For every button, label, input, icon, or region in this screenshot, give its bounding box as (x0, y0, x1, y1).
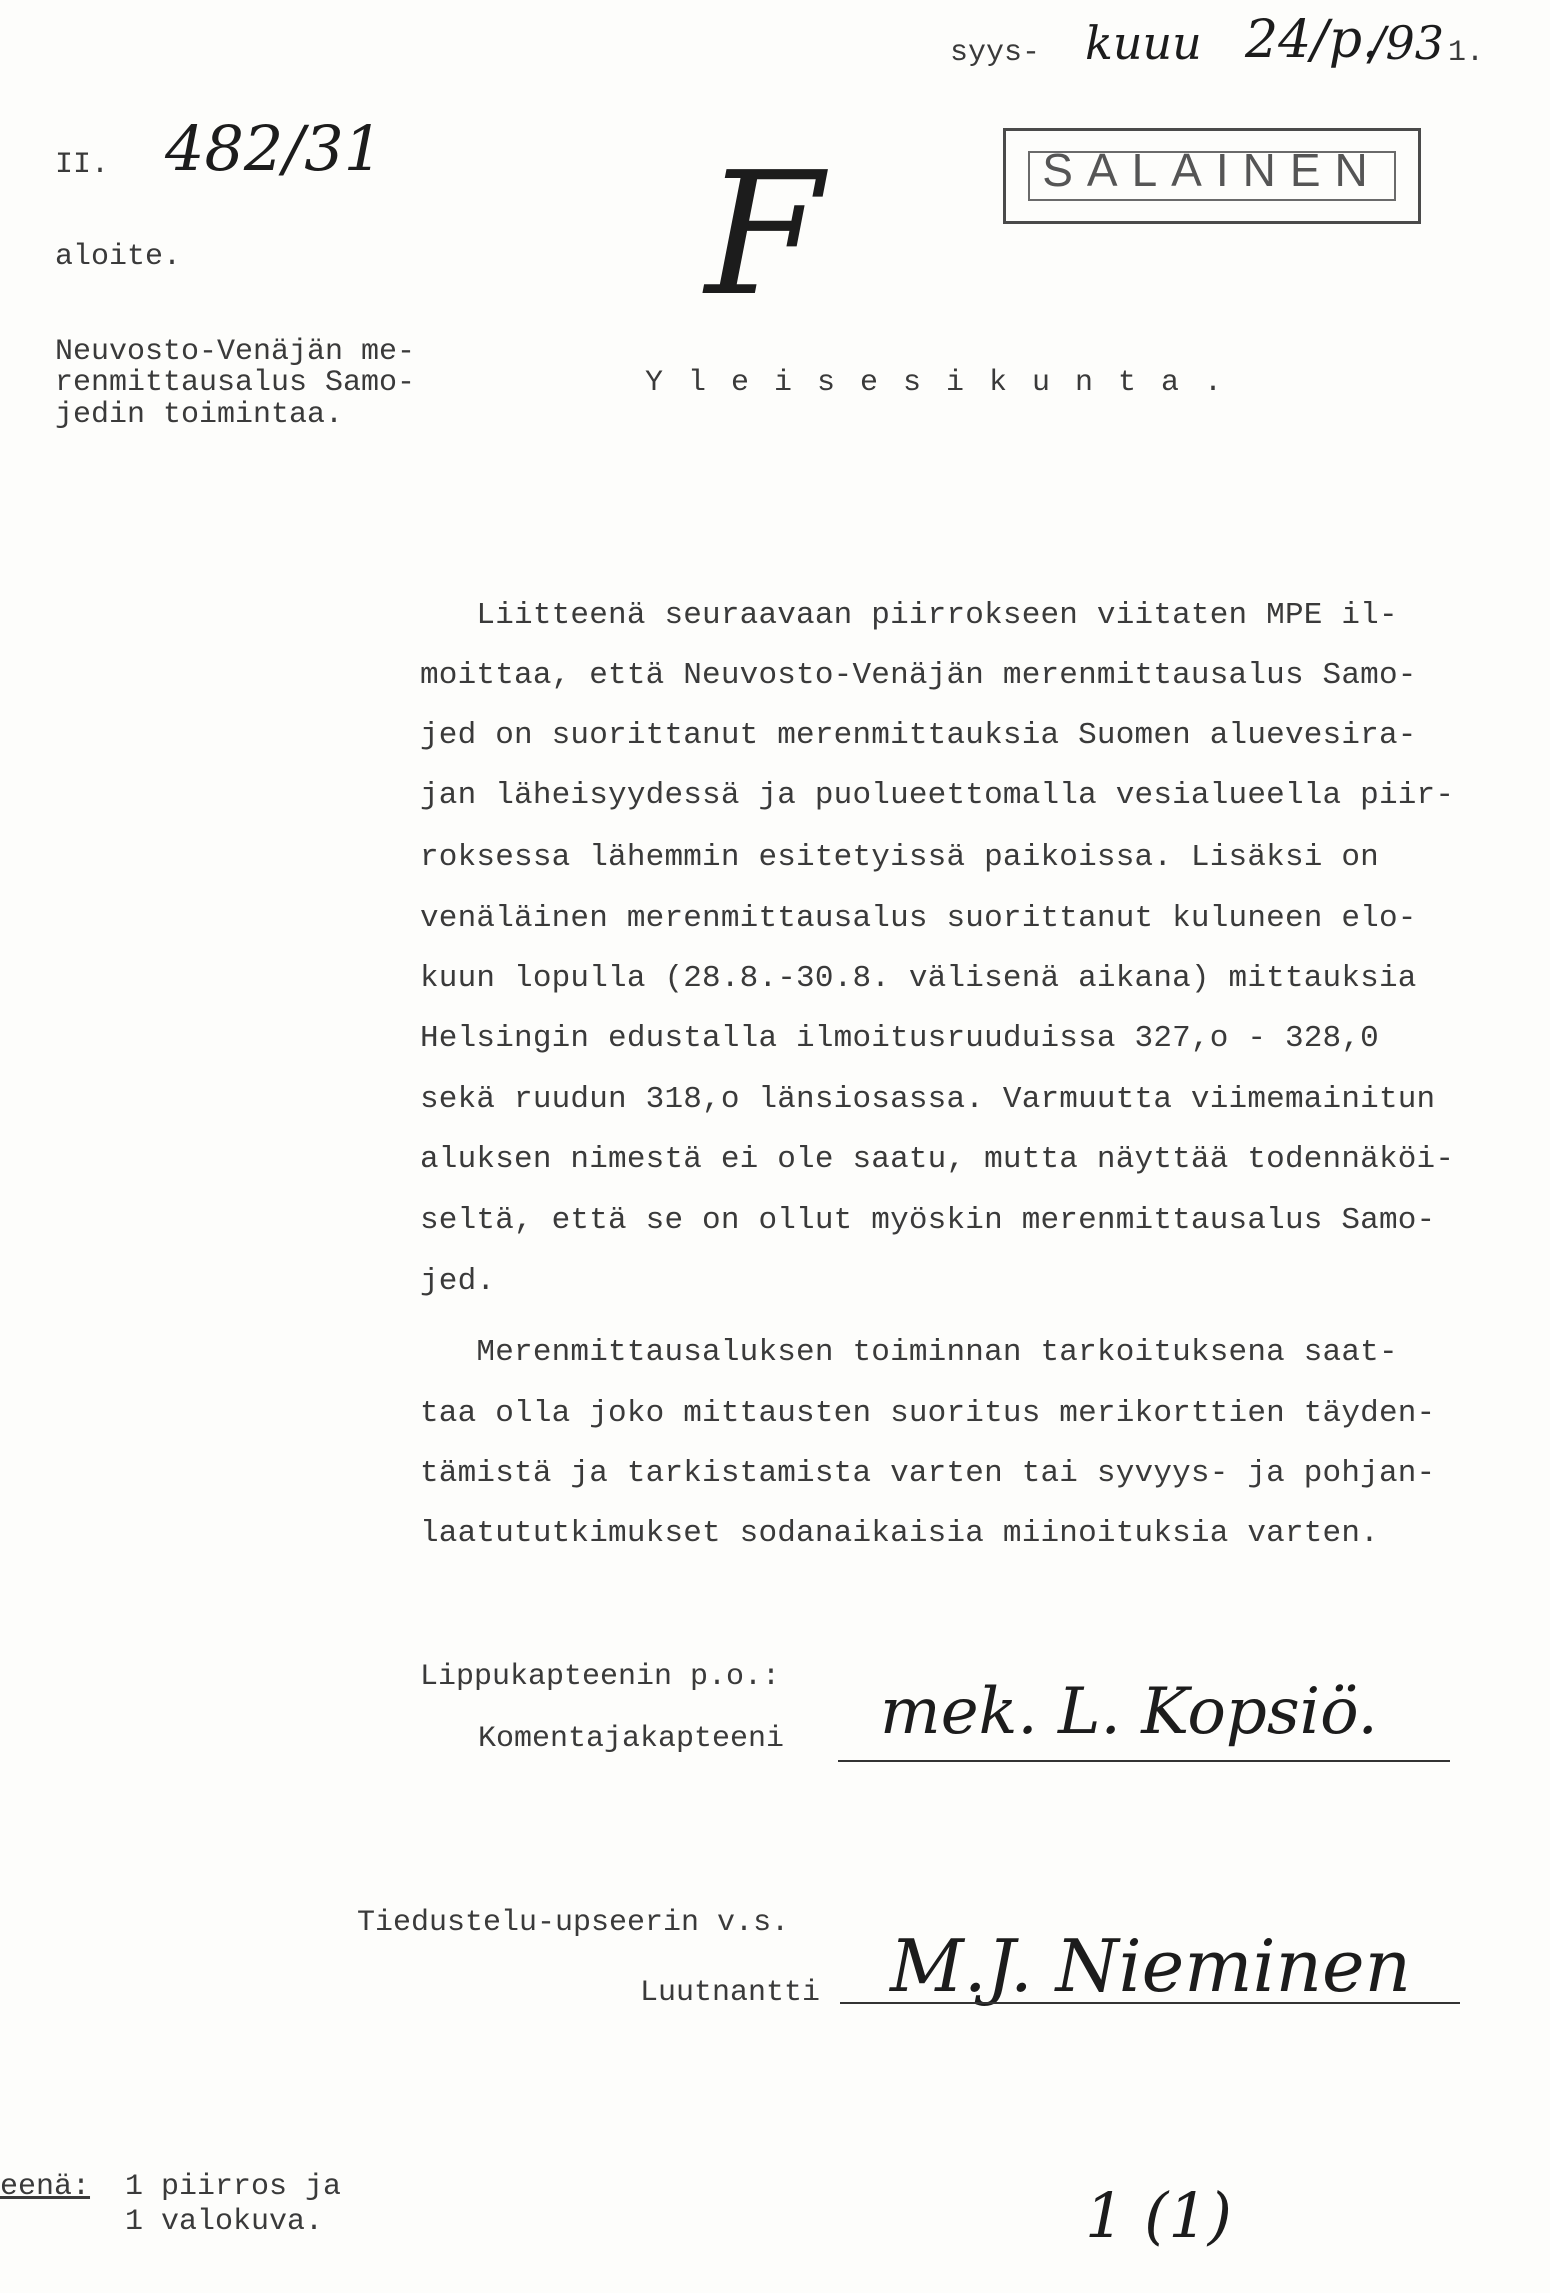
addressee: Yleisesikunta. (645, 366, 1248, 400)
body-line-11: seltä, että se on ollut myöskin merenmittausalus Samo- (420, 1203, 1436, 1238)
body-line-1: Liitteenä seuraavaan piirrokseen viitaten MPE il- (420, 598, 1398, 633)
attachments-label: eenä: (0, 2170, 91, 2204)
body-line-2: moittaa, että Neuvosto-Venäjän merenmittausalus Samo- (420, 658, 1417, 693)
handwritten-f-mark: F (705, 136, 823, 334)
signature-2: M.J. Nieminen (890, 1924, 1411, 2008)
subject-line-1: Neuvosto-Venäjän me- (55, 335, 416, 369)
body-line-16: laatututkimukset sodanaikaisia miinoituksia varten. (420, 1516, 1379, 1551)
signature-1: mek. L. Kopsiö. (880, 1675, 1378, 1749)
date-day-handwritten: 24/p. (1245, 10, 1379, 70)
body-line-10: aluksen nimestä ei ole saatu, mutta näyttää todennäköi- (420, 1142, 1455, 1177)
subject-line-2: renmittausalus Samo- (55, 366, 416, 400)
body-line-14: taa olla joko mittausten suoritus merikorttien täyden- (420, 1396, 1436, 1431)
body-line-13: Merenmittausaluksen toiminnan tarkoituksena saat- (420, 1335, 1398, 1370)
signatory-1-rank: Komentajakapteeni (478, 1722, 785, 1756)
page-number-handwritten: 1 (1) (1085, 2179, 1232, 2252)
reference-number-handwritten: 482/31 (165, 112, 384, 185)
body-line-15: tämistä ja tarkistamista varten tai syvyys- ja pohjan- (420, 1456, 1436, 1491)
body-line-7: kuun lopulla (28.8.-30.8. välisenä aikana) mittauksia (420, 961, 1417, 996)
reference-prefix: II. (55, 148, 110, 182)
attachments-line-1: 1 piirros ja (125, 2170, 342, 2204)
body-line-9: sekä ruudun 318,o länsiosassa. Varmuutta viimemainitun (420, 1082, 1436, 1117)
body-line-12: jed. (420, 1264, 496, 1299)
date-prefix: syys- (950, 36, 1041, 70)
signatory-1-title: Lippukapteenin p.o.: (420, 1660, 781, 1694)
body-line-3: jed on suorittanut merenmittauksia Suomen aluevesira- (420, 718, 1417, 753)
signatory-2-rank: Luutnantti (640, 1976, 821, 2010)
secret-stamp (1003, 128, 1421, 224)
signatory-2-title: Tiedustelu-upseerin v.s. (357, 1906, 790, 1940)
date-year-handwritten: /93 (1370, 16, 1445, 70)
date-month-handwritten: kuuu (1085, 16, 1202, 70)
document-kind: aloite. (55, 240, 182, 274)
date-suffix: 1. (1448, 36, 1485, 70)
attachments-line-2: 1 valokuva. (125, 2205, 324, 2239)
stamp-text: SALAINEN (1042, 144, 1382, 196)
body-line-4: jan läheisyydessä ja puolueettomalla vesialueella piir- (420, 778, 1455, 813)
subject-line-3: jedin toimintaa. (55, 398, 344, 432)
body-line-5: roksessa lähemmin esitetyissä paikoissa. Lisäksi on (420, 840, 1379, 875)
body-line-8: Helsingin edustalla ilmoitusruuduissa 327,o - 328,0 (420, 1021, 1379, 1056)
signature-2-line (840, 2002, 1460, 2004)
signature-1-line (838, 1760, 1450, 1762)
body-line-6: venäläinen merenmittausalus suorittanut kuluneen elo- (420, 901, 1417, 936)
